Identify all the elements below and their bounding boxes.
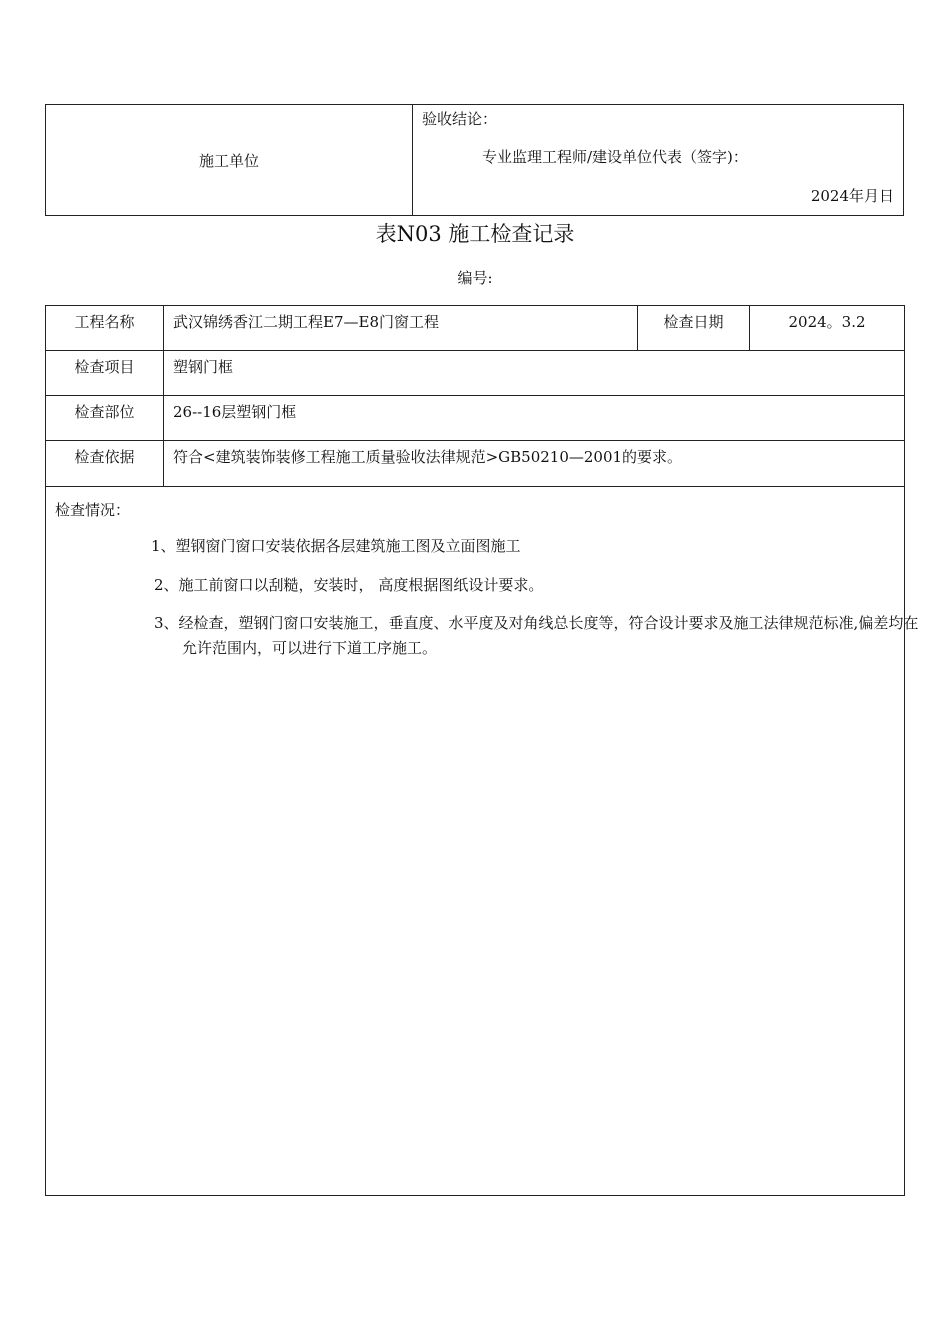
project-name-row xyxy=(46,306,904,351)
inspection-location-label: 检查部位 xyxy=(46,396,164,440)
situation-item: 3、经检查，塑钢门窗口安装施工，垂直度、水平度及对角线总长度等，符合设计要求及施工法律规范标准,偏差均在允许范围内，可以进行下道工序施工。 xyxy=(154,614,919,657)
inspection-date-value: 2024。3.2 xyxy=(788,313,866,331)
supervisor-signature-label: 专业监理工程师/建设单位代表（签字)： xyxy=(482,148,748,166)
inspection-item-row xyxy=(46,351,904,396)
form-title: 表N03 施工检查记录 xyxy=(375,222,575,246)
construction-unit-label: 施工单位 xyxy=(198,151,259,170)
project-name-label: 工程名称 xyxy=(46,306,164,350)
serial-number-label: 编号: xyxy=(457,269,493,287)
situation-item: 1、塑钢窗门窗口安装依据各层建筑施工图及立面图施工 xyxy=(151,537,521,555)
inspection-basis-row xyxy=(46,441,904,487)
inspection-basis-value: 符合<建筑装饰装修工程施工质量验收法律规范>GB50210—2001的要求。 xyxy=(173,448,683,466)
inspection-basis-label: 检查依据 xyxy=(46,441,164,486)
project-name-value: 武汉锦绣香江二期工程E7—E8门窗工程 xyxy=(164,306,638,350)
inspection-record-table xyxy=(45,305,919,1196)
inspection-location-value: 26--16层塑钢门框 xyxy=(173,403,297,421)
construction-unit-cell xyxy=(46,105,413,215)
acceptance-conclusion-label: 验收结论： xyxy=(422,110,498,128)
inspection-location-row xyxy=(46,396,904,441)
inspection-situation-label: 检查情况： xyxy=(55,501,131,519)
inspection-date-label: 检查日期 xyxy=(638,306,750,350)
inspection-item-value: 塑钢门框 xyxy=(173,358,234,376)
inspection-item-label: 检查项目 xyxy=(46,351,164,395)
situation-item: 2、施工前窗口以刮糙，安装时， 高度根据图纸设计要求。 xyxy=(154,576,544,594)
acceptance-conclusion-cell xyxy=(413,105,903,215)
acceptance-table xyxy=(45,104,904,216)
acceptance-date: 2024年月日 xyxy=(810,187,894,205)
